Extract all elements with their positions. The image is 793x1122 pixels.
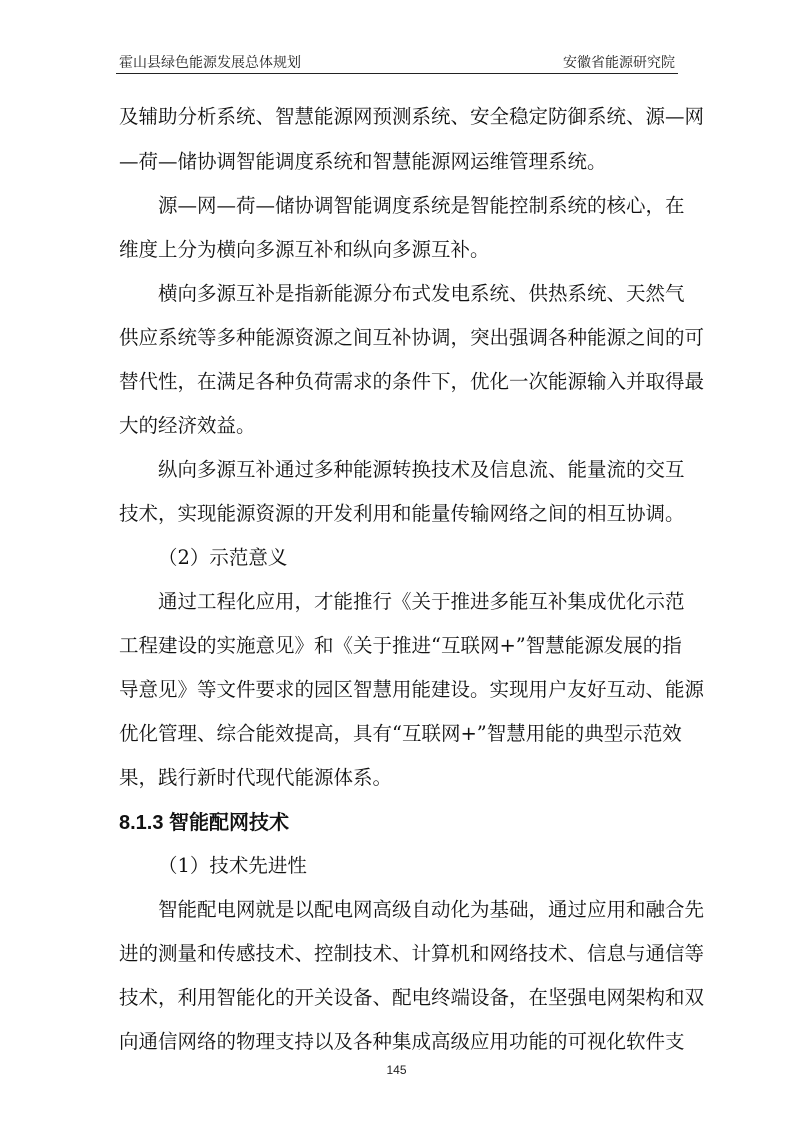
header-document-title: 霍山县绿色能源发展总体规划 xyxy=(119,55,301,71)
subsection-heading: （2）示范意义 xyxy=(158,546,288,569)
body-line: 智能配电网就是以配电网高级自动化为基础，通过应用和融合先 xyxy=(158,898,705,921)
body-line: 技术，利用智能化的开关设备、配电终端设备，在坚强电网架构和双 xyxy=(119,986,705,1009)
header-organization: 安徽省能源研究院 xyxy=(563,55,675,71)
body-line: 大的经济效益。 xyxy=(119,414,256,437)
body-line: 工程建设的实施意见》和《关于推进“互联网+”智慧能源发展的指 xyxy=(119,634,682,657)
body-line: 横向多源互补是指新能源分布式发电系统、供热系统、天然气 xyxy=(158,282,685,305)
body-line: 优化管理、综合能效提高，具有“互联网+”智慧用能的典型示范效 xyxy=(119,722,682,745)
header-divider xyxy=(116,73,678,74)
body-line: 及辅助分析系统、智慧能源网预测系统、安全稳定防御系统、源—网 xyxy=(119,105,705,128)
body-line: 进的测量和传感技术、控制技术、计算机和网络技术、信息与通信等 xyxy=(119,942,705,965)
page-header xyxy=(119,52,675,72)
body-line: 向通信网络的物理支持以及各种集成高级应用功能的可视化软件支 xyxy=(119,1030,685,1053)
body-line: 替代性，在满足各种负荷需求的条件下，优化一次能源输入并取得最 xyxy=(119,370,705,393)
body-line: 果，践行新时代现代能源体系。 xyxy=(119,766,393,789)
page-number: 145 xyxy=(386,1063,407,1077)
body-line: —荷—储协调智能调度系统和智慧能源网运维管理系统。 xyxy=(119,150,607,173)
body-line: 供应系统等多种能源资源之间互补协调，突出强调各种能源之间的可 xyxy=(119,326,705,349)
body-line: 维度上分为横向多源互补和纵向多源互补。 xyxy=(119,238,490,261)
body-line: 源—网—荷—储协调智能调度系统是智能控制系统的核心，在 xyxy=(158,194,685,217)
section-heading: 8.1.3 智能配网技术 xyxy=(119,812,290,834)
body-line: 技术，实现能源资源的开发利用和能量传输网络之间的相互协调。 xyxy=(119,502,685,525)
body-line: 纵向多源互补通过多种能源转换技术及信息流、能量流的交互 xyxy=(158,458,685,481)
body-line: 通过工程化应用，才能推行《关于推进多能互补集成优化示范 xyxy=(158,590,685,613)
body-line: 导意见》等文件要求的园区智慧用能建设。实现用户友好互动、能源 xyxy=(119,678,705,701)
subsection-heading: （1）技术先进性 xyxy=(158,854,307,877)
